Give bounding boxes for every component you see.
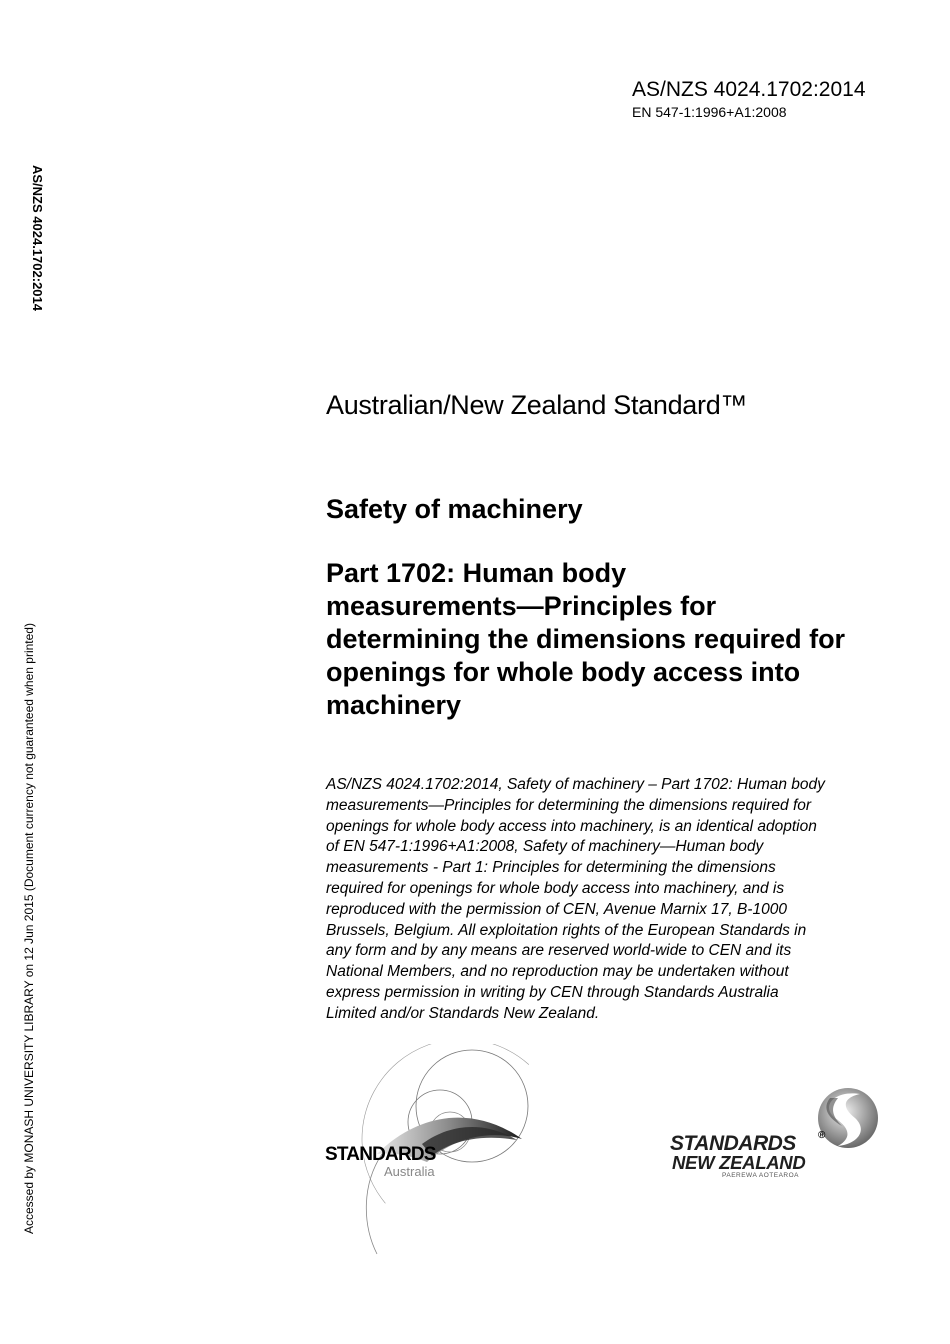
standards-nz-line1: STANDARDS [670, 1132, 796, 1155]
adoption-notice [326, 775, 886, 1025]
document-type: Australian/New Zealand Standard™ [326, 390, 748, 420]
notice-line: AS/NZS 4024.1702:2014, Safety of machinery – Part 1702: Human body [326, 776, 825, 793]
notice-line: Brussels, Belgium. All exploitation rights of the European Standards in [326, 921, 807, 939]
part-title-line: determining the dimensions required for [326, 624, 846, 654]
standards-australia-logo [322, 1044, 542, 1259]
notice-line: required for openings for whole body access into machinery, and is [326, 879, 785, 897]
part-title-line: Part 1702: Human body [326, 558, 627, 588]
notice-line: of EN 547-1:1996+A1:2008, Safety of machinery—Human body [326, 838, 764, 856]
en-number: EN 547-1:1996+A1:2008 [632, 104, 787, 120]
notice-line: reproduced with the permission of CEN, Avenue Marnix 17, B-1000 [326, 900, 787, 918]
notice-line: openings for whole body access into machinery, is an identical adoption [326, 817, 817, 835]
standards-nz-line3: PAEREWA AOTEAROA [722, 1172, 799, 1179]
side-access-note: Accessed by MONASH UNIVERSITY LIBRARY on 12 Jun 2015 (Document currency not guaranteed when printed) [22, 623, 36, 1234]
standards-australia-name: STANDARDS [325, 1144, 436, 1165]
registered-mark: ® [818, 1130, 826, 1141]
notice-line: express permission in writing by CEN through Standards Australia [326, 983, 779, 1001]
standards-nz-line2: NEW ZEALAND [672, 1152, 806, 1173]
notice-line: measurements - Part 1: Principles for determining the dimensions [326, 859, 776, 877]
part-title [326, 557, 896, 722]
notice-line: measurements—Principles for determining the dimensions required for [326, 796, 812, 814]
part-title-line: openings for whole body access into [326, 657, 801, 687]
standards-nz-logo [670, 1086, 885, 1181]
notice-line: Limited and/or Standards New Zealand. [326, 1004, 600, 1022]
side-access-note-wrapper [22, 596, 38, 1248]
part-title-line: measurements—Principles for [326, 591, 717, 621]
standard-number: AS/NZS 4024.1702:2014 [632, 78, 866, 101]
part-title-line: machinery [326, 690, 462, 720]
side-standard-number: AS/NZS 4024.1702:2014 [30, 165, 45, 311]
notice-line: National Members, and no reproduction may be undertaken without [326, 963, 789, 981]
document-title: Safety of machinery [326, 494, 583, 524]
standards-australia-sub: Australia [384, 1164, 435, 1179]
notice-line: any form and by any means are reserved world-wide to CEN and its [326, 942, 792, 960]
